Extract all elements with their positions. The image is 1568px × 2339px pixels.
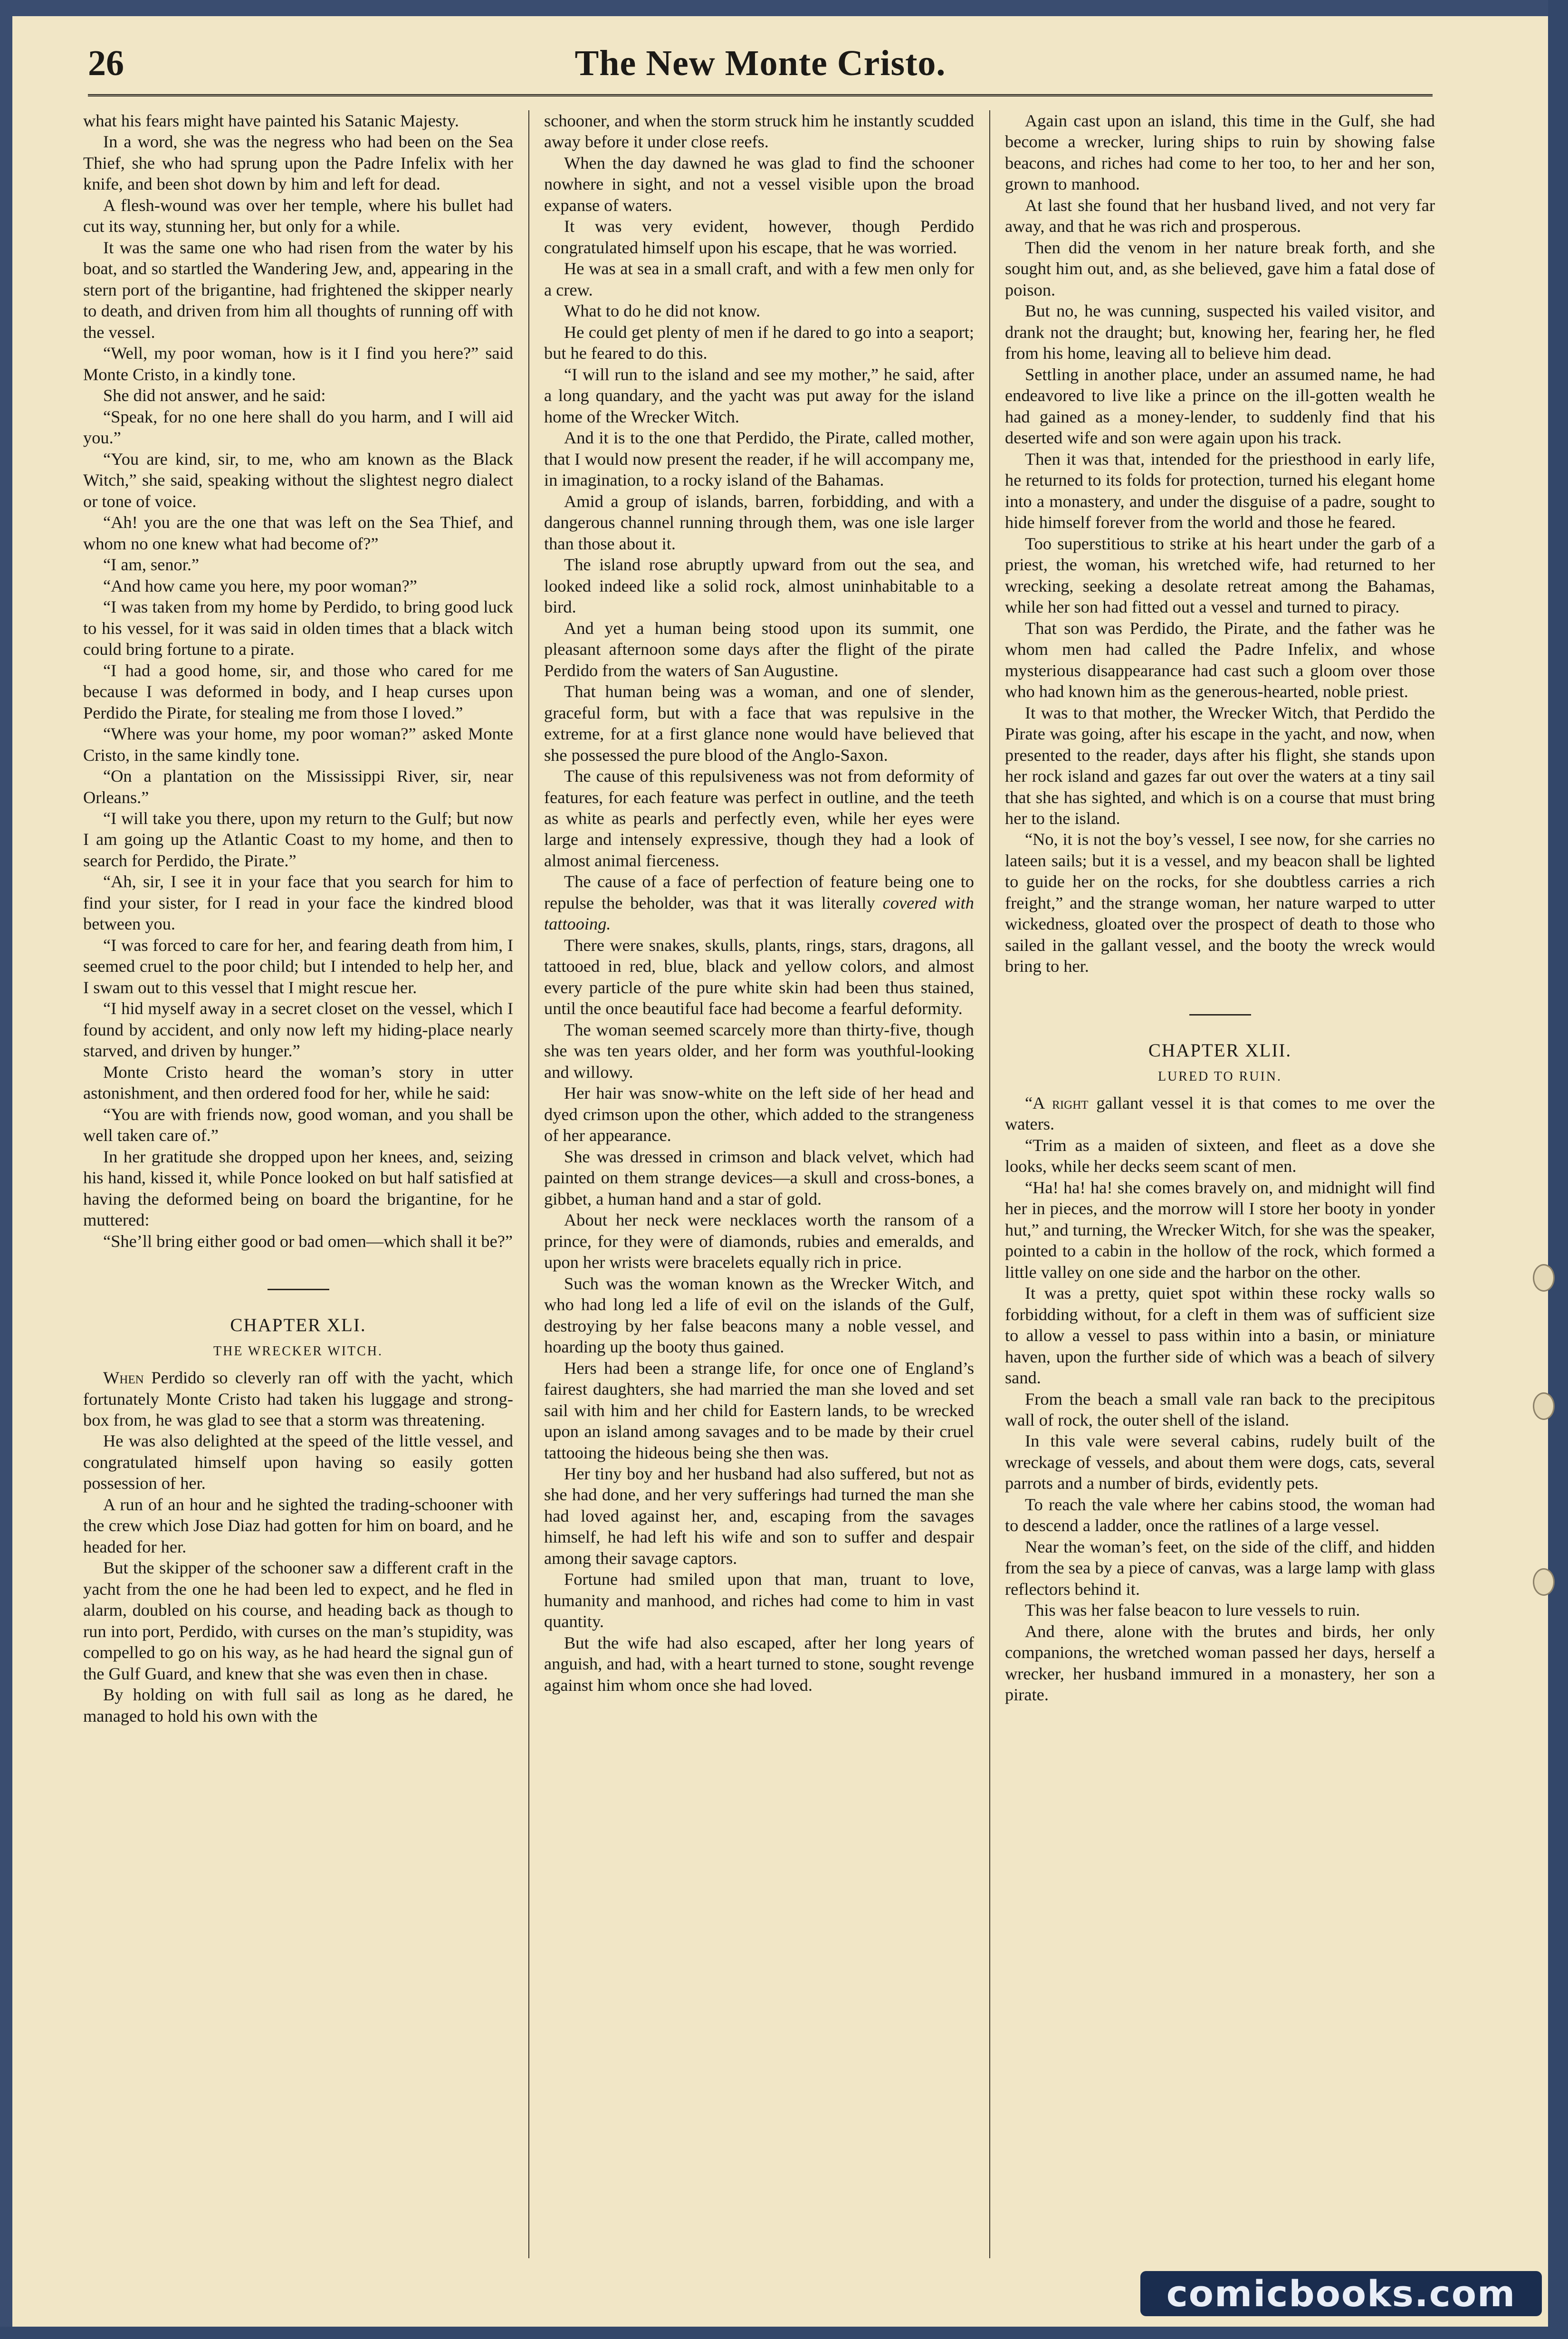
watermark-text: comicbooks.com — [1166, 2272, 1516, 2315]
paragraph: He was at sea in a small craft, and with a few men only for a crew. — [544, 259, 974, 299]
paragraph: “No, it is not the boy’s vessel, I see now, for she carries no lateen sails; but it is a vessel, and my beacon shall be lighted to guide her on the rocks, for she doubtless carries a rich freight,” and the strange woman, her nature warped to utter wickedness, gloated over the prospect of death to those who sailed in the gallant vessel, and the booty the wreck would bring to her. — [1005, 830, 1435, 976]
chapter-subtitle: THE WRECKER WITCH. — [213, 1343, 383, 1359]
paragraph: what his fears might have painted his Satanic Majesty. — [83, 111, 459, 130]
scan-border-left — [0, 0, 12, 2339]
paragraph: It was very evident, however, though Perdido congratulated himself upon his escape, that he was worried. — [544, 217, 974, 257]
paragraph: She did not answer, and he said: — [103, 386, 326, 405]
scan-border-right — [1548, 0, 1568, 2339]
column-rule — [989, 110, 990, 2258]
paragraph: Monte Cristo heard the woman’s story in utter astonishment, and then ordered food for her, while he said: — [83, 1062, 513, 1103]
paragraph: Hers had been a strange life, for once one of England’s fairest daughters, she had married the man she loved and set sail with him and her child for Eastern lands, to be wrecked upon an island among savages and to be made by their cruel tattooing the hideous being she then was. — [544, 1358, 974, 1462]
paragraph: It was to that mother, the Wrecker Witch, that Perdido the Pirate was going, after his escape in the yacht, and now, when presented to the reader, days after his flight, she stands upon her rock island and gazes far out over the waters at a tiny sail that she has sighted, and which is on a course that must bring her to the island. — [1005, 703, 1435, 828]
paragraph: Too superstitious to strike at his heart under the garb of a priest, the woman, his wretched wife, had returned to her wrecking, seeking a desolate retreat among the Bahamas, while her son had fitted out a vessel and turned to piracy. — [1005, 534, 1435, 617]
paragraph: “Ha! ha! ha! she comes bravely on, and midnight will find her in pieces, and the morrow will I store her booty in yonder hut,” and turning, the Wrecker Witch, for she was the speaker, pointed to a cabin in the hollow of the rock, which formed a little valley on one side and the harbor on the other. — [1005, 1178, 1435, 1282]
paragraph: This was her false beacon to lure vessels to ruin. — [1025, 1601, 1360, 1620]
binding-notch — [1533, 1568, 1555, 1596]
paragraph: And there, alone with the brutes and birds, her only companions, the wretched woman passed her days, herself a wrecker, her husband immured in a monastery, her son a pirate. — [1005, 1621, 1435, 1705]
paragraph: From the beach a small vale ran back to the precipitous wall of rock, the outer shell of the island. — [1005, 1389, 1435, 1429]
column-3 — [1005, 110, 1435, 2258]
paragraph-text: gallant vessel it is that comes to me over the waters. — [1005, 1093, 1435, 1134]
paragraph: “I will run to the island and see my mother,” he said, after a long quandary, and the yacht was put away for the island home of the Wrecker Witch. — [544, 364, 974, 426]
paragraph: A flesh-wound was over her temple, where his bullet had cut its way, stunning her, but only for a while. — [83, 195, 513, 236]
paragraph: The woman seemed scarcely more than thirty-five, though she was ten years older, and her form was youthful-looking and willowy. — [544, 1020, 974, 1082]
paragraph: “I had a good home, sir, and those who cared for me because I was deformed in body, and I heap curses upon Perdido the Pirate, for stealing me from those I loved.” — [83, 661, 513, 722]
paragraph: And yet a human being stood upon its summit, one pleasant afternoon some days after the flight of the pirate Perdido from the waters of San Augustine. — [544, 618, 974, 680]
paragraph: In this vale were several cabins, rudely built of the wreckage of vessels, and about them were dogs, cats, several parrots and a number of birds, evidently pets. — [1005, 1431, 1435, 1493]
paragraph: “Ah, sir, I see it in your face that you search for him to find your sister, for I read in your face the kindred blood between you. — [83, 872, 513, 934]
paragraph: But the skipper of the schooner saw a different craft in the yacht from the one he had been led to expect, and he fled in alarm, doubled on his course, and heading back as though to run into port, Perdido, with curses on the man’s stupidity, was compelled to go on his way, as he had heard the signal gun of the Gulf Guard, and knew that she was even then in chase. — [83, 1558, 513, 1683]
paragraph: There were snakes, skulls, plants, rings, stars, dragons, all tattooed in red, blue, black and yellow colors, and almost every particle of the pure white skin had been thus stained, until the once beautiful face had become a fearful deformity. — [544, 935, 974, 1018]
chapter-subtitle: LURED TO RUIN. — [1157, 1069, 1282, 1084]
running-title: The New Monte Cristo. — [574, 43, 946, 83]
paragraph: He could get plenty of men if he dared to go into a seaport; but he feared to do this. — [544, 322, 974, 363]
paragraph: “She’ll bring either good or bad omen—which shall it be?” — [103, 1231, 513, 1251]
paragraph: In her gratitude she dropped upon her knees, and, seizing his hand, kissed it, while Ponce looked on but half satisfied at having the deformed being on board the brigantine, for he muttered: — [83, 1147, 513, 1230]
paragraph: It was a pretty, quiet spot within these rocky walls so forbidding without, for a cleft in them was of sufficient size to allow a vessel to pass within into a basin, or miniature haven, upon the further side of which was a beach of silvery sand. — [1005, 1284, 1435, 1388]
paragraph: Then it was that, intended for the priesthood in early life, he returned to its folds for protection, turned his elegant home into a monastery, and under the disguise of a padre, sought to hide himself forever from the world and those he feared. — [1005, 449, 1435, 532]
paragraph: “I will take you there, upon my return to the Gulf; but now I am going up the Atlantic Coast to my home, and then to search for Perdido, the Pirate.” — [83, 808, 513, 870]
scan-border-bottom — [0, 2327, 1568, 2339]
paragraph: It was the same one who had risen from the water by his boat, and so startled the Wandering Jew, and, appearing in the stern port of the brigantine, had frightened the skipper nearly to death, and driven from him all thoughts of running off with the vessel. — [83, 238, 513, 342]
binding-notch — [1533, 1264, 1555, 1292]
chapter-heading: CHAPTER XLII. — [1148, 1040, 1292, 1061]
column-rule — [528, 110, 529, 2258]
column-1 — [83, 110, 513, 2258]
paragraph: “I am, senor.” — [103, 555, 200, 575]
paragraph: Her tiny boy and her husband had also suffered, but not as she had done, and her very sufferings had turned the man she had loved against her, and, escaping from the savages himself, he had left his wife and son to suffer and despair among their savage captors. — [544, 1464, 974, 1568]
paragraph: What to do he did not know. — [564, 301, 761, 321]
lead-in: When — [103, 1368, 144, 1388]
paragraph: “Ah! you are the one that was left on the Sea Thief, and whom no one knew what had become of?” — [83, 513, 513, 553]
paragraph: The island rose abruptly upward from out the sea, and looked indeed like a solid rock, almost uninhabitable to a bird. — [544, 555, 974, 617]
emphasis: covered with tattooing. — [544, 893, 974, 934]
scan-border-top — [0, 0, 1568, 16]
paragraph: Then did the venom in her nature break forth, and she sought him out, and, as she believed, gave him a fatal dose of poison. — [1005, 238, 1435, 299]
paragraph: “Where was your home, my poor woman?” asked Monte Cristo, in the same kindly tone. — [83, 724, 513, 765]
paragraph — [83, 1367, 513, 1430]
paragraph: “I hid myself away in a secret closet on the vessel, which I found by accident, and only now left my hiding-place nearly starved, and driven by hunger.” — [83, 999, 513, 1061]
paragraph: That son was Perdido, the Pirate, and the father was he whom men had called the Padre Infelix, and whose mysterious disappearance had cast such a gloom over those who had known him as the generous-hearted, noble priest. — [1005, 618, 1435, 701]
paragraph: He was also delighted at the speed of the little vessel, and congratulated himself upon having so easily gotten possession of her. — [83, 1431, 513, 1493]
chapter-separator — [268, 1289, 329, 1290]
paragraph: “Well, my poor woman, how is it I find you here?” said Monte Cristo, in a kindly tone. — [83, 344, 513, 384]
paragraph: schooner, and when the storm struck him he instantly scudded away before it under close reefs. — [544, 111, 974, 152]
paragraph: To reach the vale where her cabins stood, the woman had to descend a ladder, once the ratlines of a large vessel. — [1005, 1495, 1435, 1535]
paragraph: But no, he was cunning, suspected his vailed visitor, and drank not the draught; but, knowing her, fearing her, he fled from his home, leaving all to believe him dead. — [1005, 301, 1435, 363]
column-2 — [544, 110, 974, 2258]
paragraph: But the wife had also escaped, after her long years of anguish, and had, with a heart turned to stone, sought revenge against him whom once she had loved. — [544, 1633, 974, 1695]
paragraph: Near the woman’s feet, on the side of the cliff, and hidden from the sea by a piece of canvas, was a large lamp with glass reflectors behind it. — [1005, 1537, 1435, 1599]
watermark-badge — [1140, 2271, 1542, 2316]
text-columns — [83, 110, 1437, 2258]
paragraph: “I was forced to care for her, and fearing death from him, I seemed cruel to the poor child; but I intended to help her, and I swam out to this vessel that I might rescue her. — [83, 935, 513, 997]
page-number: 26 — [88, 43, 124, 83]
paragraph: She was dressed in crimson and black velvet, which had painted on them strange devices—a skull and cross-bones, a gibbet, a human hand and a star of gold. — [544, 1147, 974, 1208]
paragraph: In a word, she was the negress who had been on the Sea Thief, she who had sprung upon the Padre Infelix with her knife, and been shot down by him and left for dead. — [83, 132, 513, 194]
paragraph: “Trim as a maiden of sixteen, and fleet as a dove she looks, while her decks seem scant of men. — [1005, 1135, 1435, 1176]
paragraph: A run of an hour and he sighted the trading-schooner with the crew which Jose Diaz had gotten for him on board, and he headed for her. — [83, 1495, 513, 1556]
paragraph: About her neck were necklaces worth the ransom of a prince, for they were of diamonds, rubies and emeralds, and upon her wrists were bracelets equally rich in price. — [544, 1210, 974, 1272]
paragraph — [1005, 1093, 1435, 1135]
lead-in: “A right — [1025, 1093, 1089, 1112]
page-header — [88, 37, 1433, 96]
paragraph: “You are with friends now, good woman, and you shall be well taken care of.” — [83, 1104, 513, 1145]
paragraph: The cause of this repulsiveness was not from deformity of features, for each feature was perfect in outline, and the teeth as white as pearls and perfectly even, while her eyes were large and intensely expressive, though they had a look of almost animal fierceness. — [544, 767, 974, 870]
paragraph: “You are kind, sir, to me, who am known as the Black Witch,” she said, speaking without the slightest negro dialect or tone of voice. — [83, 449, 513, 511]
paragraph: That human being was a woman, and one of slender, graceful form, but with a face that was repulsive in the extreme, for at a first glance none would have believed that she possessed the pure blood of the Anglo-Saxon. — [544, 682, 974, 765]
paragraph-text: The cause of a face of perfection of feature being one to repulse the beholder, was that it was literally — [544, 872, 974, 912]
paragraph: Such was the woman known as the Wrecker Witch, and who had long led a life of evil on the islands of the Gulf, destroying by her false beacons many a noble vessel, and hoarding up the booty thus gained. — [544, 1274, 974, 1357]
paragraph — [544, 871, 974, 934]
paragraph: By holding on with full sail as long as he dared, he managed to hold his own with the — [83, 1685, 513, 1725]
chapter-separator — [1189, 1014, 1251, 1016]
paragraph: At last she found that her husband lived, and not very far away, and that he was rich and prosperous. — [1005, 195, 1435, 236]
paragraph: “I was taken from my home by Perdido, to bring good luck to his vessel, for it was said in olden times that a black witch could bring fortune to a pirate. — [83, 597, 513, 659]
binding-notch — [1533, 1392, 1555, 1420]
paragraph-text: Perdido so cleverly ran off with the yacht, which fortunately Monte Cristo had taken his luggage and strong-box from, he was glad to see that a storm was threatening. — [83, 1368, 513, 1429]
paragraph: Her hair was snow-white on the left side of her head and dyed crimson upon the other, which added to the strangeness of her appearance. — [544, 1083, 974, 1145]
chapter-heading: CHAPTER XLI. — [230, 1315, 366, 1336]
paragraph: Again cast upon an island, this time in the Gulf, she had become a wrecker, luring ships to ruin by showing false beacons, and riches had come to her too, to her and her son, grown to manhood. — [1005, 111, 1435, 194]
paragraph: Settling in another place, under an assumed name, he had endeavored to live like a prince on the ill-gotten wealth he had gained as a money-lender, to suddenly find that his deserted wife and son were again upon his track. — [1005, 364, 1435, 448]
paragraph: And it is to the one that Perdido, the Pirate, called mother, that I would now present the reader, if he will accompany me, in imagination, to a rocky island of the Bahamas. — [544, 428, 974, 490]
paragraph: Fortune had smiled upon that man, truant to love, humanity and manhood, and riches had come to him in vast quantity. — [544, 1570, 974, 1631]
paragraph: When the day dawned he was glad to find the schooner nowhere in sight, and not a vessel visible upon the broad expanse of waters. — [544, 153, 974, 215]
paragraph: “Speak, for no one here shall do you harm, and I will aid you.” — [83, 407, 513, 448]
paragraph: “And how came you here, my poor woman?” — [103, 576, 417, 595]
paragraph: “On a plantation on the Mississippi River, sir, near Orleans.” — [83, 767, 513, 807]
paragraph: Amid a group of islands, barren, forbidding, and with a dangerous channel running through them, was one isle larger than those about it. — [544, 491, 974, 553]
